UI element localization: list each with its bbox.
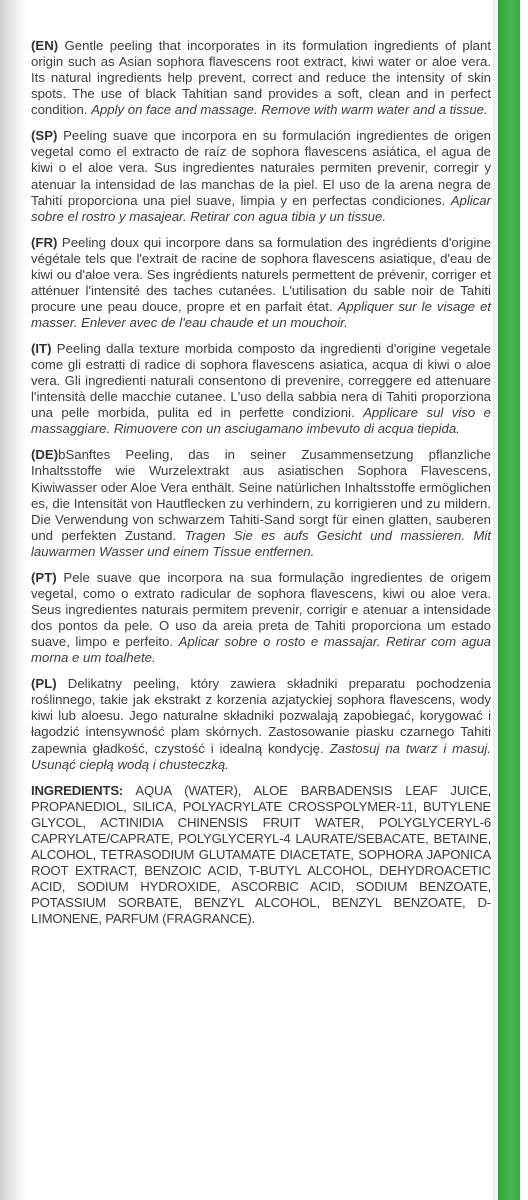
- paragraph-it: [31, 341, 491, 438]
- description-fr: Peeling doux qui incorpore dans sa formulation des ingrédients d'origine végétale tels que l'extrait de racine de sophora flavescens asiatique, d'eau de kiwi ou d'aloe vera. Ses ingrédients naturels permettent de prévenir, corriger et atténuer l'intensité des taches cutanées. L'utilisation du sable noir de Tahiti procure une peau douce, propre et en parfait état.: [31, 234, 491, 314]
- description-sp: Peeling suave que incorpora en su formulación ingredientes de origen vegetal como el extracto de raíz de sophora flavescens asiática, el agua de kiwi o el aloe vera. Sus ingredientes naturales permiten prevenir, corregir y atenuar la intensidad de las manchas de la piel. El uso de la arena negra de Tahití proporciona una piel suave, limpia y en perfectas condiciones.: [31, 128, 491, 208]
- language-code-fr: (FR): [31, 234, 58, 250]
- green-accent-bar: [498, 0, 520, 1200]
- instructions-en: Apply on face and massage. Remove with warm water and a tissue.: [91, 102, 488, 118]
- language-code-it: (IT): [31, 340, 52, 356]
- paragraph-sp: [31, 128, 491, 225]
- ingredients-label: INGREDIENTS:: [31, 782, 124, 798]
- paragraph-fr: [31, 235, 491, 332]
- paragraph-en: [31, 38, 491, 118]
- ingredients-text: AQUA (WATER), ALOE BARBADENSIS LEAF JUICE, PROPANEDIOL, SILICA, POLYACRYLATE CROSSPOLYMER-11, BUTYLENE GLYCOL, ACTINIDIA CHINENSIS FRUIT WATER, POLYGLYCERYL-6 CAPRYLATE/CAPRATE, POLYGLYCERYL-4 LAURATE/SEBACATE, BETAINE, ALCOHOL, TETRASODIUM GLUTAMATE DIACETATE, SOPHORA JAPONICA ROOT EXTRACT, BENZOIC ACID, T-BUTYL ALCOHOL, DEHYDROACETIC ACID, SODIUM HYDROXIDE, ASCORBIC ACID, SODIUM BENZOATE, POTASSIUM SORBATE, BENZYL ALCOHOL, BENZYL BENZOATE, D-LIMONENE, PARFUM (FRAGRANCE).: [31, 782, 491, 927]
- language-code-en: (EN): [31, 38, 59, 53]
- description-de: bSanftes Peeling, das in seiner Zusammensetzung pflanzliche Inhaltsstoffe wie Wurzelextrakt aus asiatischen Sophora Flavescens, Kiwiwasser oder Aloe Vera enthält. Seine natürlichen Inhaltsstoffe ermöglichen es, die Intensität von Hautflecken zu verhindern, zu korrigieren und zu mildern. Die Verwendung von schwarzem Tahiti-Sand sorgt für einen glatten, sauberen und perfekten Zustand.: [31, 447, 491, 543]
- description-pl: Delikatny peeling, który zawiera składniki preparatu pochodzenia roślinnego, takie jak ekstrakt z korzenia azjatyckiej sophora flavescens, wody kiwi lub aloesu. Jego naturalne składniki pozwalają zapobiegać, korygować i łagodzić intensywność plam skórnych. Zastosowanie piasku czarnego Tahiti zapewnia gładkość, czystość i idealną kondycję.: [31, 676, 491, 756]
- description-en: Gentle peeling that incorporates in its formulation ingredients of plant origin such as Asian sophora flavescens root extract, kiwi water or aloe vera. Its natural ingredients help prevent, correct and reduce the intensity of skin spots. The use of black Tahitian sand provides a soft, clean and in perfect condition.: [31, 38, 491, 118]
- instructions-de: Tragen Sie es aufs Gesicht und massieren. Mit lauwarmen Wasser und einem Tissue entfernen.: [31, 527, 491, 559]
- paragraph-pl: [31, 676, 491, 773]
- instructions-sp: Aplicar sobre el rostro y masajear. Retirar con agua tibia y un tissue.: [31, 192, 491, 224]
- language-code-sp: (SP): [31, 128, 58, 144]
- green-side-strip: [493, 0, 528, 1200]
- instructions-pt: Aplicar sobre o rosto e massajar. Retirar com agua morna e um toalhete.: [31, 634, 491, 666]
- instructions-it: Applicare sul viso e massaggiare. Rimuovere con un asciugamano imbevuto di acqua tiepida.: [31, 405, 491, 437]
- label-text-block: [31, 38, 491, 937]
- paragraph-de: [31, 447, 491, 560]
- paragraph-pt: [31, 570, 491, 667]
- ingredients-list: [31, 783, 491, 928]
- left-fold-shadow: [0, 0, 26, 1200]
- instructions-pl: Zastosuj na twarz i masuj. Usunąć ciepłą wodą i chusteczką.: [31, 740, 491, 772]
- language-code-pl: (PL): [31, 676, 57, 692]
- instructions-fr: Appliquer sur le visage et masser. Enlever avec de l'eau chaude et un mouchoir.: [31, 299, 491, 331]
- language-code-de: (DE): [31, 447, 59, 463]
- description-it: Peeling dalla texture morbida composto da ingredienti d'origine vegetale come gli estratti di radice di sophora flavescens asiatica, acqua di kiwi o aloe vera. Gli ingredienti naturali consentono di prevenire, correggere ed attenuare l'intensità delle macchie cutanee. L'uso della sabbia nera di Tahiti proporziona una pelle morbida, pulita ed in perfette condizioni.: [31, 340, 491, 421]
- language-code-pt: (PT): [31, 569, 57, 585]
- description-pt: Pele suave que incorpora na sua formulação ingredientes de origem vegetal, como o extrato radicular de sophora flavescens, kiwi ou aloe vera. Seus ingredientes naturais permitem prevenir, corrigir e atenuar a intensidade dos pontos da pele. O uso da areia preta de Tahiti proporciona um estado suave, limpo e perfeito.: [31, 569, 491, 650]
